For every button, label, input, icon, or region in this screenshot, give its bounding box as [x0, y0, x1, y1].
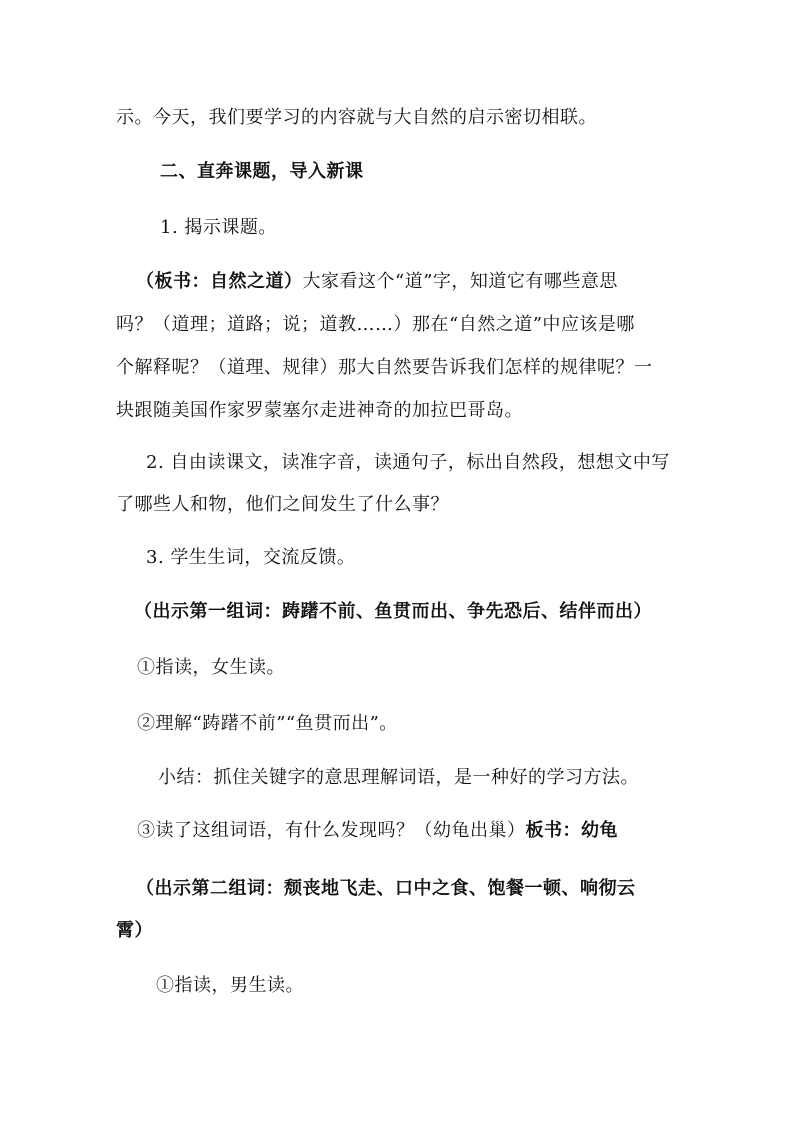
group-1-item-2: ②理解“踌躇不前”“鱼贯而出”。 [137, 713, 398, 734]
word-group-1-heading: （出示第一组词：踌躇不前、鱼贯而出、争先恐后、结伴而出） [134, 601, 652, 622]
intro-tail-line: 示。今天，我们要学习的内容就与大自然的启示密切相联。 [116, 107, 597, 128]
board-note-young-turtle: 板书：幼龟 [525, 820, 618, 841]
summary-line: 小结：抓住关键字的意思理解词语，是一种好的学习方法。 [158, 767, 639, 788]
group-1-item-3 [137, 817, 618, 845]
group-1-item-3-text: ③读了这组词语，有什么发现吗？（幼龟出巢） [137, 820, 526, 841]
step-2-line-2: 了哪些人和物，他们之间发生了什么事？ [116, 494, 449, 515]
step-3-vocabulary: 3. 学生生词，交流反馈。 [146, 547, 356, 568]
group-1-item-1: ①指读，女生读。 [137, 657, 285, 678]
board-note-label: （板书：自然之道） [136, 271, 303, 292]
board-paragraph-line-3: 个解释呢？（道理、规律）那大自然要告诉我们怎样的规律呢？一 [116, 357, 653, 378]
word-group-2-heading-line-1: （出示第二组词：颓丧地飞走、口中之食、饱餐一顿、响彻云 [136, 878, 636, 899]
word-group-2-heading-line-2: 霄） [116, 920, 153, 941]
section-two-heading: 二、直奔课题，导入新课 [160, 161, 364, 182]
group-2-item-1: ①指读，男生读。 [156, 975, 304, 996]
board-paragraph-line-1 [136, 268, 618, 296]
board-note-text: 大家看这个“道”字，知道它有哪些意思 [302, 271, 618, 292]
step-2-line-1: 2. 自由读课文，读准字音，读通句子，标出自然段，想想文中写 [146, 452, 670, 473]
step-1-reveal-topic: 1. 揭示课题。 [160, 217, 277, 238]
board-paragraph-line-4: 块跟随美国作家罗蒙塞尔走进神奇的加拉巴哥岛。 [116, 400, 523, 421]
board-paragraph-line-2: 吗？（道理；道路；说；道教……）那在“自然之道”中应该是哪 [116, 314, 635, 335]
